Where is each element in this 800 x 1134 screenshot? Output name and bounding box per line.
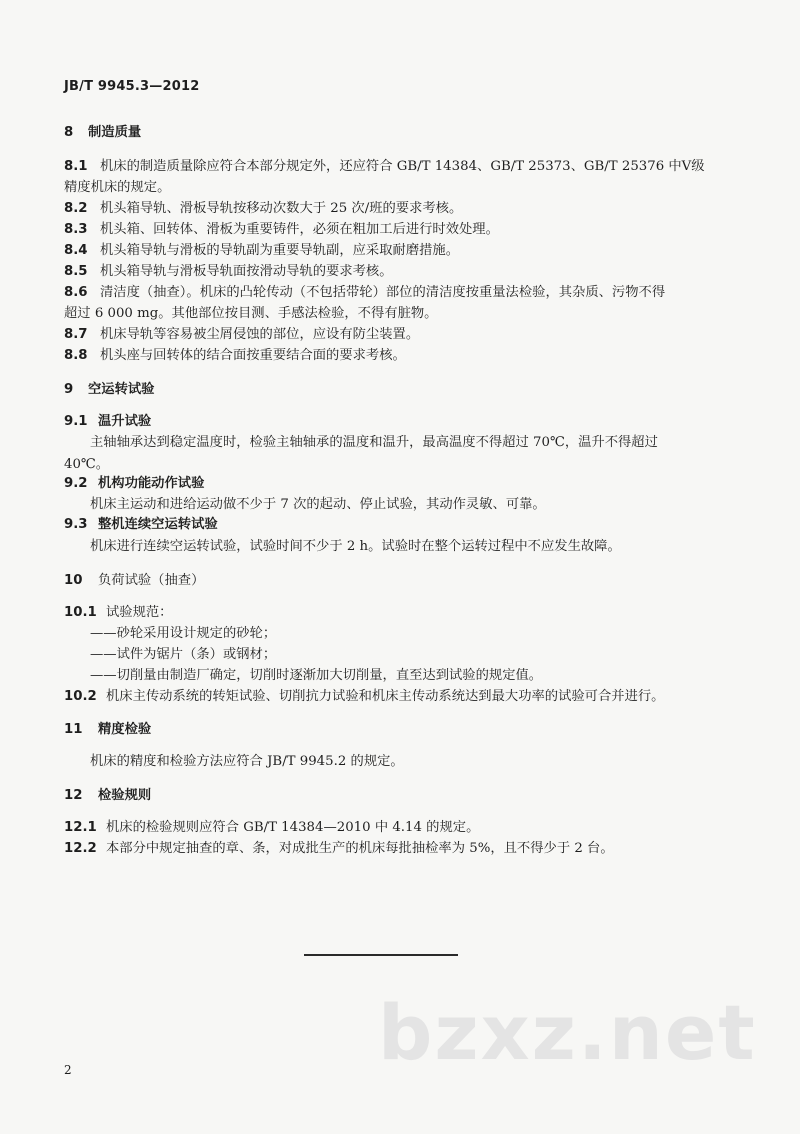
clause-11-text: [90, 752, 770, 772]
clause-8-6: [64, 283, 744, 303]
clause-title: 机构功能动作试验: [98, 476, 205, 491]
section-number: 11: [64, 722, 83, 737]
clause-text: 机床进行连续空运转试验，试验时间不少于 2 h。试验时在整个运转过程中不应发生故障。: [90, 539, 621, 554]
subclause-9-1-heading: [64, 412, 151, 432]
clause-8-1-continued: [64, 178, 744, 198]
clause-8-1: [64, 157, 744, 177]
clause-text: 机头箱导轨与滑板导轨面按滑动导轨的要求考核。: [100, 264, 393, 279]
section-title: 制造质量: [88, 125, 142, 140]
clause-text: 机头箱导轨、滑板导轨按移动次数大于 25 次/班的要求考核。: [100, 201, 463, 216]
clause-number: 10.1: [64, 605, 97, 620]
clause-9-1-text-continued: [64, 455, 744, 475]
clause-number: 8.7: [64, 327, 88, 342]
dash-item-1: [90, 624, 770, 644]
subclause-9-2-heading: [64, 474, 204, 494]
section-11-heading: [64, 720, 151, 740]
clause-title: 温升试验: [98, 414, 152, 429]
clause-number: 8.1: [64, 159, 88, 174]
clause-number: 9.2: [64, 476, 88, 491]
clause-number: 12.1: [64, 820, 97, 835]
clause-text: 主轴轴承达到稳定温度时，检验主轴轴承的温度和温升，最高温度不得超过 70℃，温升不得超过: [90, 435, 658, 450]
clause-text: 40℃。: [64, 457, 110, 472]
clause-number: 10.2: [64, 689, 97, 704]
clause-9-3-text: [90, 537, 770, 557]
watermark: bzxz.net: [378, 988, 757, 1077]
subclause-9-3-heading: [64, 515, 218, 535]
clause-10-2: [64, 687, 744, 707]
clause-text: 机床的精度和检验方法应符合 JB/T 9945.2 的规定。: [90, 754, 404, 769]
clause-text: 机床导轨等容易被尘屑侵蚀的部位，应设有防尘装置。: [100, 327, 420, 342]
clause-8-2: [64, 199, 744, 219]
dash-item-text: ——切削量由制造厂确定，切削时逐渐加大切削量，直至达到试验的规定值。: [90, 668, 543, 683]
clause-8-3: [64, 220, 744, 240]
section-12-heading: [64, 786, 151, 806]
clause-text: 清洁度（抽查）。机床的凸轮传动（不包括带轮）部位的清洁度按重量法检验，其杂质、污物不得: [100, 285, 666, 300]
clause-number: 8.3: [64, 222, 88, 237]
section-number: 8: [64, 125, 74, 140]
clause-text: 超过 6 000 mg。其他部位按目测、手感法检验，不得有脏物。: [64, 306, 438, 321]
standard-header: JB/T 9945.3—2012: [64, 79, 200, 94]
clause-text: 机头座与回转体的结合面按重要结合面的要求考核。: [100, 348, 406, 363]
section-title: 精度检验: [98, 722, 152, 737]
clause-12-1: [64, 818, 744, 838]
section-number: 9: [64, 382, 74, 397]
dash-item-text: ——砂轮采用设计规定的砂轮；: [90, 626, 277, 641]
section-title: 检验规则: [98, 788, 152, 803]
section-10-heading: [64, 571, 204, 591]
dash-item-3: [90, 666, 770, 686]
clause-number: 8.4: [64, 243, 88, 258]
clause-number: 9.1: [64, 414, 88, 429]
section-number: 10: [64, 573, 83, 588]
clause-number: 8.5: [64, 264, 88, 279]
clause-8-7: [64, 325, 744, 345]
clause-9-2-text: [90, 495, 770, 515]
dash-item-text: ——试件为锯片（条）或钢材；: [90, 647, 277, 662]
clause-8-5: [64, 262, 744, 282]
clause-9-1-text: [90, 433, 770, 453]
clause-text: 精度机床的规定。: [64, 180, 171, 195]
section-9-heading: [64, 380, 154, 400]
section-title: 空运转试验: [88, 382, 155, 397]
clause-8-4: [64, 241, 744, 261]
clause-12-2: [64, 839, 744, 859]
clause-number: 8.8: [64, 348, 88, 363]
clause-text: 机床的检验规则应符合 GB/T 14384—2010 中 4.14 的规定。: [106, 820, 480, 835]
clause-8-6-continued: [64, 304, 744, 324]
dash-item-2: [90, 645, 770, 665]
clause-title: 整机连续空运转试验: [98, 517, 218, 532]
end-rule: [304, 954, 458, 956]
clause-text: 机头箱、回转体、滑板为重要铸件，必须在粗加工后进行时效处理。: [100, 222, 499, 237]
clause-8-8: [64, 346, 744, 366]
clause-text: 机床主运动和进给运动做不少于 7 次的起动、停止试验，其动作灵敏、可靠。: [90, 497, 546, 512]
page-number: 2: [64, 1063, 72, 1077]
clause-number: 12.2: [64, 841, 97, 856]
section-8-heading: [64, 123, 141, 143]
section-number: 12: [64, 788, 83, 803]
clause-text: 机床主传动系统的转矩试验、切削抗力试验和机床主传动系统达到最大功率的试验可合并进行。: [106, 689, 665, 704]
clause-text: 机床的制造质量除应符合本部分规定外，还应符合 GB/T 14384、GB/T 25373、GB/T 25376 中Ⅴ级: [100, 159, 705, 174]
clause-number: 8.2: [64, 201, 88, 216]
subclause-10-1-heading: [64, 603, 172, 623]
clause-text: 机头箱导轨与滑板的导轨副为重要导轨副，应采取耐磨措施。: [100, 243, 460, 258]
clause-number: 8.6: [64, 285, 88, 300]
clause-text: 本部分中规定抽查的章、条，对成批生产的机床每批抽检率为 5%，且不得少于 2 台。: [106, 841, 614, 856]
section-title: 负荷试验（抽查）: [98, 573, 205, 588]
clause-title: 试验规范：: [106, 605, 173, 620]
clause-number: 9.3: [64, 517, 88, 532]
